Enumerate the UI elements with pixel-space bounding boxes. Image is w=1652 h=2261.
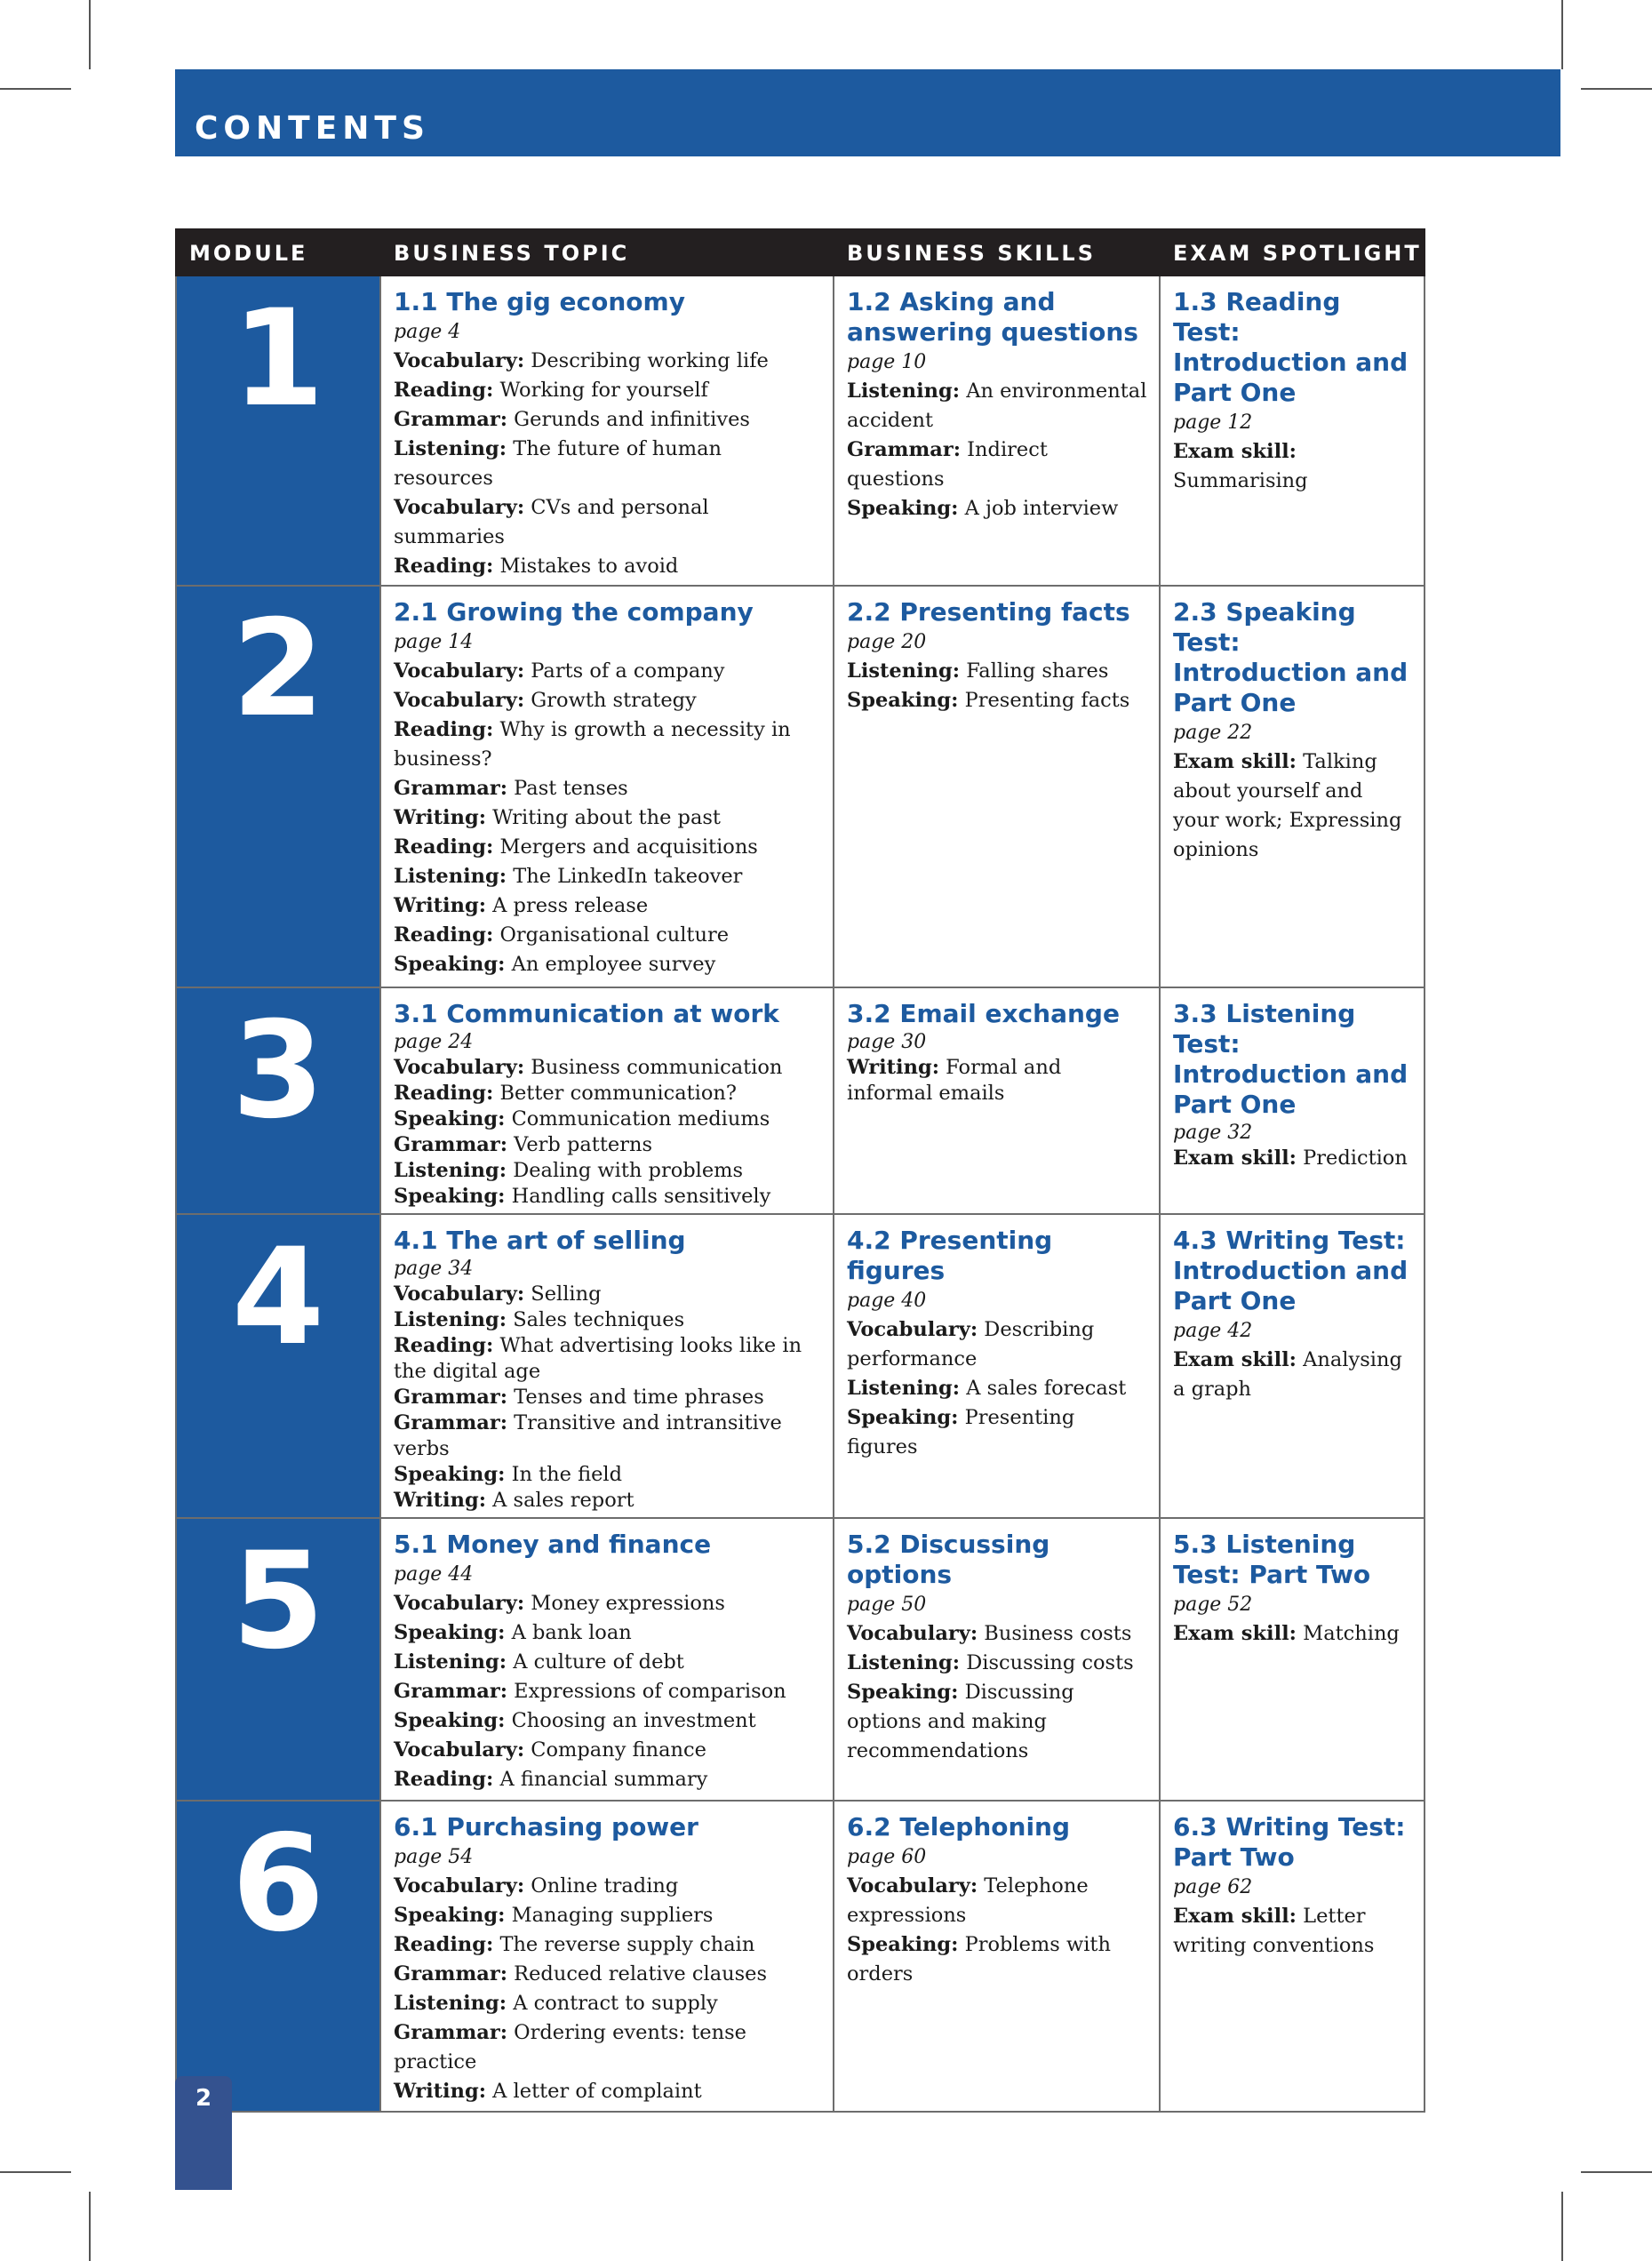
item-text: A bank loan <box>511 1621 632 1644</box>
list-item <box>394 1462 822 1488</box>
exam-spotlight-cell <box>1160 1801 1425 2112</box>
item-text: Prediction <box>1303 1146 1408 1170</box>
item-text: Money expressions <box>531 1592 725 1615</box>
list-item <box>394 552 822 581</box>
list-item <box>394 347 822 376</box>
module-number-cell <box>176 1214 380 1518</box>
module-number-cell <box>176 1518 380 1801</box>
item-label: Exam skill: <box>1173 750 1297 773</box>
item-text: Discussing options and making recommendations <box>847 1681 1074 1762</box>
item-label: Vocabulary: <box>847 1318 978 1341</box>
item-label: Speaking: <box>394 1463 506 1486</box>
item-text: Describing performance <box>847 1318 1095 1370</box>
item-label: Reading: <box>394 555 494 578</box>
item-label: Reading: <box>394 923 494 947</box>
list-item <box>394 950 822 979</box>
list-item <box>394 1333 822 1385</box>
item-label: Vocabulary: <box>394 1282 525 1306</box>
list-item <box>847 657 1148 686</box>
business-topic-cell <box>380 1214 834 1518</box>
business-skills-cell <box>834 1801 1160 2112</box>
item-text: Gerunds and infinitives <box>514 408 750 431</box>
page-reference: page 44 <box>394 1563 474 1586</box>
crop-mark <box>89 0 91 69</box>
item-text: The reverse supply chain <box>499 1933 755 1956</box>
page-reference: page 22 <box>1173 722 1253 744</box>
item-text: Transitive and intransitive verbs <box>394 1411 782 1460</box>
exam-spotlight-cell <box>1160 1518 1425 1801</box>
crop-mark <box>1581 88 1652 90</box>
item-label: Vocabulary: <box>394 349 525 372</box>
crop-mark <box>1561 2192 1563 2261</box>
list-item <box>847 1619 1148 1649</box>
list-item <box>394 1989 822 2018</box>
list-item <box>394 862 822 891</box>
unit-title: 4.3 Writing Test: Introduction and Part One <box>1173 1226 1409 1315</box>
module-row-1 <box>176 276 1425 586</box>
list-item <box>394 891 822 921</box>
item-label: Speaking: <box>394 953 506 976</box>
item-text: Past tenses <box>514 777 628 800</box>
item-label: Vocabulary: <box>394 1056 525 1079</box>
item-label: Reading: <box>394 1082 494 1105</box>
item-label: Vocabulary: <box>847 1622 978 1645</box>
item-label: Speaking: <box>394 1107 506 1130</box>
unit-title: 5.1 Money and finance <box>394 1530 712 1559</box>
page-reference: page 42 <box>1173 1320 1253 1342</box>
unit-title: 3.3 Listening Test: Introduction and Part One <box>1173 999 1409 1119</box>
page-reference: page 4 <box>394 321 461 343</box>
item-label: Listening: <box>394 1159 507 1182</box>
page-reference: page 54 <box>394 1846 474 1868</box>
item-label: Writing: <box>394 2080 486 2103</box>
item-label: Listening: <box>847 659 961 683</box>
item-label: Exam skill: <box>1173 1622 1297 1645</box>
item-text: Problems with orders <box>847 1933 1111 1985</box>
item-label: Vocabulary: <box>394 1738 525 1762</box>
item-text: The LinkedIn takeover <box>513 865 743 888</box>
list-item <box>394 1055 822 1081</box>
item-label: Exam skill: <box>1173 1905 1297 1928</box>
page-number-tab <box>175 2076 232 2190</box>
item-text: Mergers and acquisitions <box>499 835 758 859</box>
page-reference: page 50 <box>847 1594 927 1616</box>
column-header-module: MODULE <box>176 229 380 276</box>
item-text: Dealing with problems <box>513 1159 744 1182</box>
page-reference: page 10 <box>847 351 927 373</box>
module-row-2 <box>176 586 1425 987</box>
unit-title: 3.1 Communication at work <box>394 999 779 1028</box>
module-number-cell <box>176 276 380 586</box>
list-item <box>1173 1619 1413 1649</box>
page-reference: page 40 <box>847 1290 927 1312</box>
list-item <box>394 435 822 493</box>
list-item <box>1173 1146 1413 1171</box>
module-number-cell <box>176 987 380 1214</box>
list-item <box>394 1184 822 1210</box>
list-item <box>847 1872 1148 1930</box>
item-label: Grammar: <box>394 408 508 431</box>
crop-mark <box>0 88 71 90</box>
list-item <box>394 1488 822 1514</box>
item-label: Vocabulary: <box>394 1874 525 1897</box>
item-label: Grammar: <box>394 2021 508 2044</box>
item-label: Grammar: <box>394 1411 508 1434</box>
item-label: Exam skill: <box>1173 1146 1297 1170</box>
business-skills-cell <box>834 276 1160 586</box>
item-text: Ordering events: tense practice <box>394 2021 746 2073</box>
business-topic-cell <box>380 276 834 586</box>
crop-mark <box>1581 2171 1652 2173</box>
page-reference: page 52 <box>1173 1594 1253 1616</box>
item-label: Vocabulary: <box>394 496 525 519</box>
item-text: Better communication? <box>499 1082 737 1105</box>
module-row-3 <box>176 987 1425 1214</box>
item-label: Reading: <box>394 1768 494 1791</box>
item-text: A job interview <box>964 497 1119 520</box>
item-text: Expressions of comparison <box>514 1680 786 1703</box>
module-number: 3 <box>231 994 325 1148</box>
item-text: A letter of complaint <box>492 2080 702 2103</box>
list-item <box>394 1107 822 1132</box>
item-label: Listening: <box>394 1992 507 2015</box>
module-number: 1 <box>231 282 325 436</box>
list-item <box>394 405 822 435</box>
contents-table <box>175 228 1425 2113</box>
unit-title: 1.1 The gig economy <box>394 287 685 316</box>
list-item <box>394 1765 822 1794</box>
module-row-4 <box>176 1214 1425 1518</box>
list-item <box>847 494 1148 523</box>
list-item <box>394 1706 822 1736</box>
list-item <box>394 1132 822 1158</box>
business-skills-cell <box>834 987 1160 1214</box>
list-item <box>1173 747 1413 865</box>
item-label: Speaking: <box>394 1904 506 1927</box>
item-label: Reading: <box>394 718 494 741</box>
item-label: Grammar: <box>394 1386 508 1409</box>
item-text: Formal and informal emails <box>847 1056 1062 1105</box>
list-item <box>394 1872 822 1901</box>
item-text: Tenses and time phrases <box>514 1386 764 1409</box>
column-header-business-topic: BUSINESS TOPIC <box>380 229 834 276</box>
item-label: Reading: <box>394 1933 494 1956</box>
item-text: Business communication <box>531 1056 783 1079</box>
unit-title: 6.2 Telephoning <box>847 1812 1071 1842</box>
item-label: Speaking: <box>394 1621 506 1644</box>
unit-title: 2.2 Presenting facts <box>847 597 1130 627</box>
page-reference: page 20 <box>847 631 927 653</box>
list-item <box>394 1307 822 1333</box>
module-number-cell <box>176 1801 380 2112</box>
item-label: Exam skill: <box>1173 440 1297 463</box>
item-label: Reading: <box>394 379 494 402</box>
item-text: Writing about the past <box>492 806 721 829</box>
list-item <box>847 1315 1148 1374</box>
item-text: Why is growth a necessity in business? <box>394 718 791 771</box>
item-text: Talking about yourself and your work; Expressing opinions <box>1173 750 1402 861</box>
item-label: Grammar: <box>847 438 962 461</box>
module-number-cell <box>176 586 380 987</box>
item-text: Handling calls sensitively <box>511 1185 771 1208</box>
item-text: Mistakes to avoid <box>499 555 679 578</box>
item-label: Grammar: <box>394 1680 508 1703</box>
list-item <box>394 657 822 686</box>
page-reference: page 62 <box>1173 1876 1253 1898</box>
list-item <box>847 1930 1148 1989</box>
item-label: Exam skill: <box>1173 1348 1297 1371</box>
item-label: Reading: <box>394 1334 494 1357</box>
item-text: A culture of debt <box>513 1650 684 1674</box>
item-text: In the field <box>511 1463 623 1486</box>
list-item <box>1173 437 1413 496</box>
unit-title: 2.3 Speaking Test: Introduction and Part One <box>1173 597 1409 717</box>
item-text: A sales report <box>492 1489 634 1512</box>
business-skills-cell <box>834 1214 1160 1518</box>
item-text: Growth strategy <box>531 689 697 712</box>
list-item <box>394 1410 822 1462</box>
item-label: Grammar: <box>394 777 508 800</box>
item-label: Listening: <box>847 379 961 403</box>
exam-spotlight-cell <box>1160 276 1425 586</box>
page-reference: page 24 <box>394 1031 474 1053</box>
list-item <box>394 376 822 405</box>
item-label: Speaking: <box>847 1406 959 1429</box>
list-item <box>847 1403 1148 1462</box>
item-label: Listening: <box>394 1650 507 1674</box>
item-label: Vocabulary: <box>847 1874 978 1897</box>
item-label: Listening: <box>394 1308 507 1331</box>
list-item <box>394 1736 822 1765</box>
module-number: 2 <box>231 592 325 747</box>
item-label: Vocabulary: <box>394 689 525 712</box>
item-label: Listening: <box>847 1377 961 1400</box>
list-item <box>394 1618 822 1648</box>
page-reference: page 30 <box>847 1031 927 1053</box>
list-item <box>847 1374 1148 1403</box>
item-text: Presenting facts <box>964 689 1130 712</box>
list-item <box>847 435 1148 494</box>
column-header-exam-spotlight: EXAM SPOTLIGHT <box>1160 229 1425 276</box>
list-item <box>394 1158 822 1184</box>
item-text: Business costs <box>984 1622 1132 1645</box>
exam-spotlight-cell <box>1160 586 1425 987</box>
list-item <box>1173 1902 1413 1961</box>
item-text: Selling <box>531 1282 602 1306</box>
item-text: Falling shares <box>966 659 1109 683</box>
item-label: Speaking: <box>847 497 959 520</box>
list-item <box>394 921 822 950</box>
crop-mark <box>0 2171 71 2173</box>
table-body <box>176 276 1425 2112</box>
list-item <box>394 1901 822 1930</box>
table-header-row <box>176 229 1425 276</box>
list-item <box>394 1589 822 1618</box>
item-text: A sales forecast <box>966 1377 1127 1400</box>
page-reference: page 60 <box>847 1846 927 1868</box>
item-label: Listening: <box>847 1651 961 1674</box>
item-label: Writing: <box>847 1056 939 1079</box>
contents-header-bar <box>175 69 1560 156</box>
item-text: Indirect questions <box>847 438 1048 491</box>
item-text: Telephone expressions <box>847 1874 1089 1927</box>
item-text: A financial summary <box>499 1768 708 1791</box>
item-label: Reading: <box>394 835 494 859</box>
item-text: Sales techniques <box>513 1308 685 1331</box>
module-number: 4 <box>231 1220 325 1375</box>
page-number: 2 <box>195 2085 212 2112</box>
page-reference: page 34 <box>394 1258 474 1280</box>
item-label: Speaking: <box>847 1933 959 1956</box>
list-item <box>394 1677 822 1706</box>
item-label: Writing: <box>394 806 486 829</box>
business-topic-cell <box>380 987 834 1214</box>
item-text: Letter writing conventions <box>1173 1905 1375 1957</box>
list-item <box>847 1649 1148 1678</box>
list-item <box>394 1282 822 1307</box>
item-text: A contract to supply <box>513 1992 718 2015</box>
item-label: Vocabulary: <box>394 1592 525 1615</box>
item-label: Listening: <box>394 437 507 460</box>
item-label: Speaking: <box>394 1185 506 1208</box>
item-text: A press release <box>492 894 649 917</box>
business-topic-cell <box>380 586 834 987</box>
crop-mark <box>1561 0 1563 69</box>
unit-title: 4.1 The art of selling <box>394 1226 686 1255</box>
unit-title: 4.2 Presenting figures <box>847 1226 1053 1285</box>
item-text: Organisational culture <box>499 923 730 947</box>
item-text: Reduced relative clauses <box>514 1962 768 1985</box>
list-item <box>394 686 822 715</box>
item-text: CVs and personal summaries <box>394 496 709 548</box>
list-item <box>847 377 1148 435</box>
list-item <box>394 2018 822 2077</box>
list-item <box>394 2077 822 2106</box>
unit-title: 3.2 Email exchange <box>847 999 1120 1028</box>
list-item <box>394 1081 822 1107</box>
item-text: Parts of a company <box>531 659 725 683</box>
page-title: CONTENTS <box>195 110 430 147</box>
unit-title: 5.3 Listening Test: Part Two <box>1173 1530 1371 1589</box>
page-reference: page 14 <box>394 631 474 653</box>
unit-title: 5.2 Discussing options <box>847 1530 1050 1589</box>
item-text: Verb patterns <box>514 1133 652 1156</box>
column-header-business-skills: BUSINESS SKILLS <box>834 229 1160 276</box>
item-text: Online trading <box>531 1874 679 1897</box>
list-item <box>394 1648 822 1677</box>
item-text: Describing working life <box>531 349 769 372</box>
list-item <box>394 1930 822 1960</box>
unit-title: 2.1 Growing the company <box>394 597 754 627</box>
unit-title: 1.2 Asking and answering questions <box>847 287 1138 347</box>
item-text: Discussing costs <box>966 1651 1134 1674</box>
unit-title: 6.3 Writing Test: Part Two <box>1173 1812 1406 1872</box>
item-text: Matching <box>1303 1622 1400 1645</box>
item-label: Listening: <box>394 865 507 888</box>
list-item <box>394 1385 822 1410</box>
item-text: Analysing a graph <box>1173 1348 1402 1401</box>
business-skills-cell <box>834 586 1160 987</box>
list-item <box>394 715 822 774</box>
item-text: An environmental accident <box>847 379 1147 432</box>
item-text: What advertising looks like in the digital age <box>394 1334 802 1383</box>
item-label: Grammar: <box>394 1962 508 1985</box>
item-text: Managing suppliers <box>511 1904 714 1927</box>
list-item <box>1173 1346 1413 1404</box>
list-item <box>847 686 1148 715</box>
list-item <box>394 493 822 552</box>
item-label: Vocabulary: <box>394 659 525 683</box>
unit-title: 6.1 Purchasing power <box>394 1812 698 1842</box>
item-text: Summarising <box>1173 469 1308 492</box>
business-topic-cell <box>380 1518 834 1801</box>
page-reference: page 32 <box>1173 1122 1253 1144</box>
item-text: Presenting figures <box>847 1406 1075 1458</box>
module-number: 6 <box>231 1807 325 1961</box>
business-skills-cell <box>834 1518 1160 1801</box>
module-number: 5 <box>231 1524 325 1679</box>
item-text: Choosing an investment <box>511 1709 756 1732</box>
list-item <box>847 1678 1148 1766</box>
item-text: An employee survey <box>511 953 716 976</box>
exam-spotlight-cell <box>1160 987 1425 1214</box>
business-topic-cell <box>380 1801 834 2112</box>
list-item <box>847 1055 1148 1107</box>
exam-spotlight-cell <box>1160 1214 1425 1518</box>
list-item <box>394 833 822 862</box>
unit-title: 1.3 Reading Test: Introduction and Part One <box>1173 287 1409 407</box>
list-item <box>394 1960 822 1989</box>
crop-mark <box>89 2192 91 2261</box>
item-label: Grammar: <box>394 1133 508 1156</box>
item-text: Company finance <box>531 1738 706 1762</box>
list-item <box>394 774 822 803</box>
item-label: Speaking: <box>394 1709 506 1732</box>
item-label: Speaking: <box>847 689 959 712</box>
item-text: Working for yourself <box>499 379 708 402</box>
item-text: Communication mediums <box>511 1107 770 1130</box>
item-label: Writing: <box>394 1489 486 1512</box>
list-item <box>394 803 822 833</box>
item-text: The future of human resources <box>394 437 722 490</box>
item-label: Writing: <box>394 894 486 917</box>
module-row-5 <box>176 1518 1425 1801</box>
page-reference: page 12 <box>1173 411 1253 434</box>
module-row-6 <box>176 1801 1425 2112</box>
item-label: Speaking: <box>847 1681 959 1704</box>
